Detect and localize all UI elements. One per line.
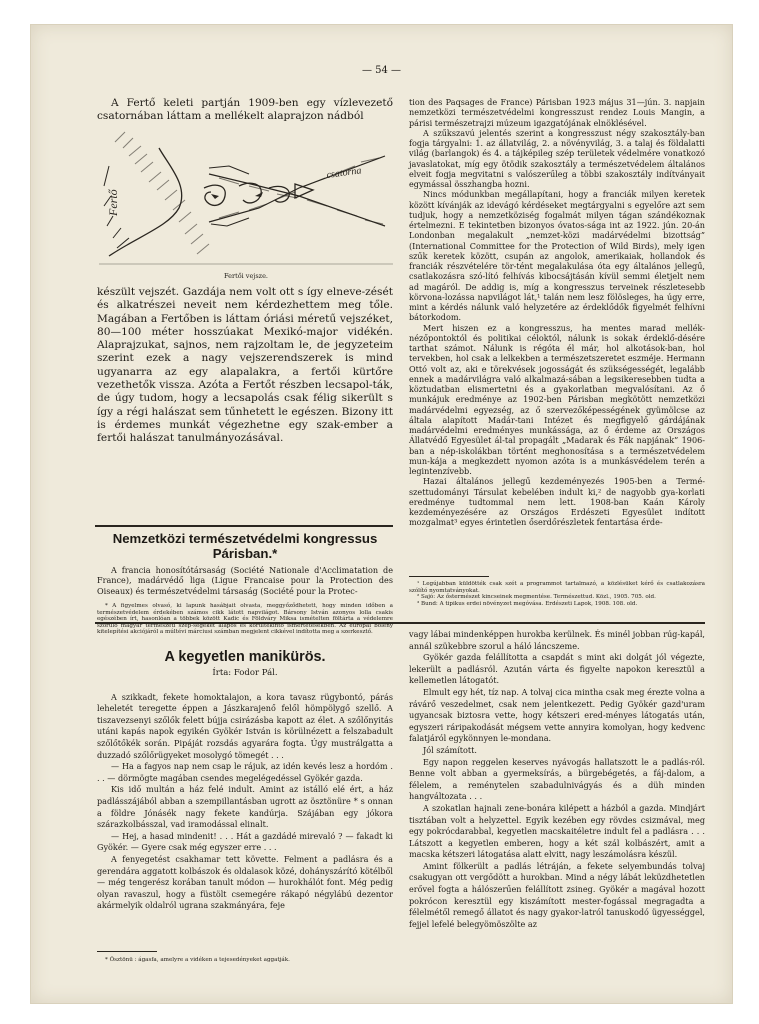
story-footnote-rule [97, 951, 157, 952]
article-title: Nemzetközi természetvédelmi kongressus Párisban.* [112, 531, 378, 561]
right-paragraph-3: Nincs módunkban megállapítani, hogy a franciák milyen keretek között kívánják az idevágó kérdéseket megtárgyalni s egyelőre azt sem tudjuk, hogy a nemzetköziség fogalmát milyen tágan szándékoznak értelmezni. E tekintetben bizonyos óvatos-sága int az 1922. jún. 20-án Londonban megalakult „nemzet-közi madárvédelmi bizottság” (International Committee for the Protection of Wild Birds), mely igen szűk keretek között, csupán az angolok, amerikaiak, hollandok és franciák részvételére tör-tént megalakulása óta egy általános jellegű, csatlakozásra szó-lító felhívás kibocsájtásán kívül semmi életjelt nem ad magáról. De addig is, míg a kongresszus terveinek részletesebb körvona-lozássa napvilágot lát,¹ talán nem lesz fölösleges, ha úgy erre, mint a kérdés nálunk való helyzetére az érdeklődők figyelmét felhívni bátorkodom. [409, 189, 705, 323]
story-left-column [97, 649, 393, 912]
left-column-top [97, 97, 393, 124]
footnote-1: ¹ Legújabban küldötték csak szét a programmot tartalmazó, a közlésüket kérő és csatlakozásra szólító nyomtatványokat. [409, 581, 705, 594]
intro-paragraph: A Fertő keleti partján 1909-ben egy vízlevezető csatornában láttam a mellékelt alaprajzon nádból [97, 97, 393, 123]
figure-caption: Fertői vejsze. [224, 272, 268, 280]
footnote-text: * A figyelmes olvasó, ki lapunk hasábjait olvasta, meggyőződhetett, hogy minden időben a természetvédelem érdekében számos cikk látott napvilágot. Bársony István azonyos lolla csakis egészében írt, hasonlóan a többek között Kadic és Földváry Miksa ismételten föltárta a védelemre szoruló magyar természeti szép-ségeket alapos és körültekintő ismertetésekben. Az európai bölény kitelepítési akciójáról a múltévi márciusi számban megjelent cikkével indította meg a szerkesztő. [97, 603, 393, 635]
book-page [30, 24, 733, 1004]
story-footnote-text: * Ösztönü : ágasfa, amelyre a vidéken a tejesedényeket aggatják. [105, 957, 290, 963]
story-title: A kegyetlen manikürös. [164, 649, 326, 665]
article-kongressus [97, 531, 393, 596]
right-paragraph-2: A szűkszavú jelentés szerint a kongresszust négy szakosztály-ban fogja tárgyalni: 1. az állatvilág, 2. a növényvilág, 3. a talaj és földalatti világ (barlangok) és 4. a tájképileg szép területek védelmére vonatkozó javaslatokat, míg egy ötödik szakosztály a természetvédelem általános elveit fogja megvitatni s valószerűleg a többi szakosztály indítványait egymással összhangba hozni. [409, 127, 705, 189]
footnote-rule [409, 576, 489, 577]
article-footnote [97, 603, 393, 636]
right-paragraph-4: Mert hiszen ez a kongresszus, ha mentes marad mellék-nézőpontoktól és politikai céloktól, nálunk is sokak érdeklő-désére tarthat számot. Nálunk is régóta él már, hol alkotások-ban, hol tervekben, hol csak a lelkekben a természetszeretet eszméje. Hermann Ottó volt az, aki e törekvések jogosságát és szükségességét, legalább ennek a madárvilágra való alkalmazá-sában a legsikeresebben tudta a köztudatban elismertetni és a gyakorlatban megvalósítani. Az ő munkájuk eredménye az 1902-ben Párisban megkötött nemzetközi madárvédelmi egyezség, az ő szervezőképességének gyümölcse az általa alapított Madár-tani Intézet és megfigyelő gárdájának madárvédelmi eredményes munkássága, az ő érdeme az Országos Állatvédő Egyesület ál-tal propagált „Madarak és Fák napjának” 1906-ban a nép-iskolákban történt meghonosítása s a természetvédelem mun-kája a megkezdett nyomon azóta is a munkásvédelem terén a legintenzívebb. [409, 322, 705, 476]
right-footnotes [409, 581, 705, 607]
story-paragraph: Elmult egy hét, tíz nap. A tolvaj cica mintha csak meg érezte volna a rávárő veszedelmet, csak nem jelentkezett. Pedig Gyökér gazd'uram ugyancsak biztosra vette, hogy kétszeri ered-ményes látogatás után, egyszeri ráripakodását mégsem vette annyira komolyan, hogy kedvenc falatjáról egykönnyen le-mondana. [409, 686, 705, 744]
story-paragraph: Egy napon reggelen keserves nyávogás hallatszott le a padlás-ról. Benne volt abban a gyermeksírás, a bürgebégetés, a fáj-dalom, a félelem, a reménytelen szabadulnivágyás és a düh minden hangváltozata . . . [409, 756, 705, 802]
vejsze-diagram [99, 126, 393, 266]
story-paragraph: Kis idő multán a ház felé indult. Amint az istálló elé ért, a ház padlásszájából abban a szempillantásban ugrott az ösztönüre * s onnan a földre Jónásék nagy fekete kandúrja. Szájában egy jókora szárazkolbásszal, vad iramodással elinalt. [97, 784, 393, 830]
story-author: Írta: Fodor Pál. [212, 668, 278, 678]
story-footnote [97, 957, 393, 964]
section-divider [95, 525, 393, 527]
story-divider [95, 622, 705, 624]
footnote-2: ² Sajó: Az őstermészet kincseinek megmentése. Természettud. Közl., 1905. 705. old. [417, 594, 656, 600]
figure-fertoi-vejsze [99, 126, 393, 282]
story-paragraph: — Ha a fagyos nap nem csap le rájuk, az idén kevés lesz a hordóm . . . — dörmögte magában csendes megelégedéssel Gyökér gazda. [97, 761, 393, 783]
story-paragraph: A szikkadt, fekete homoktalajon, a kora tavasz rügybontó, párás leheletét teregette éppen a Jászkarajenő felől hömpölygő szellő. A tiszavezsenyi szőlők felett bújja csirázásba kapott az élet. A szőlőnyitás utáni kapás napok egyikén Gyökér István is körülnézett a felszabadult szőlőtőkék során. Pipáját rozsdás agyarára fogta. Úgy mustrálgatta a duzzadó szőlőrügyeket mosolygó tömegét . . . [97, 691, 393, 760]
page-number: — 54 — [361, 65, 402, 76]
story-paragraph: — Hej, a hasad mindenit! . . . Hát a gazdádé mirevaló ? — fakadt ki Gyökér. — Gyere csak még egyszer erre . . . [97, 830, 393, 853]
story-paragraph: Amint fölkerült a padlás létráján, a fekete selyembundás tolvaj csakugyan ott vergődött a hurokban. Mind a négy lábát leküzdhetetlen erővel fogta a hálószerűen felállított zsineg. Gyökér a magával hozott pokrócon keresztül egy kiszámított mester-fogással megragadta a félelmétől remegő állatot és nagy gyakor-latról tanuskodó ügyességgel, fejjel lefelé belegyömöszölte az [409, 860, 705, 929]
footnote-3: ³ Bund: A tipikus erdei növényzet megóvása. Erdészeti Lapok, 1908. 108. old. [417, 600, 638, 607]
right-column [409, 97, 705, 528]
story-paragraph: vagy lábai mindenképpen hurokba kerülnek. És minél jobban rúg-kapál, annál szükebbre szorul a háló láncszeme. [409, 629, 705, 651]
figure-label-canal: csatorna [325, 165, 363, 181]
story-paragraph: Jól számított. [423, 744, 477, 755]
right-paragraph-1: tion des Paqsages de France) Párisban 1923 május 31—jún. 3. napjain nemzetközi természetvédelmi kongresszust rendez Louis Mangin, a párisi természetrajzi múzeum igazgatójának elnöklésével. [409, 97, 705, 128]
article-body: A francia honosítótársaság (Société Nationale d'Acclimatation de France), madárvédő liga (Ligue Francaise pour la Protection des Oiseaux) és természetvédelmi társaság (Société pour la Protec- [97, 565, 393, 596]
figure-label-lake: Fertő [106, 189, 120, 216]
story-right-column [409, 629, 705, 930]
left-column-continued [97, 286, 393, 446]
right-paragraph-5: Hazai általános jellegű kezdeményezés 1905-ben a Termé-szettudományi Társulat kebelében indult ki,² de nagyobb gya-korlati eredménye tudtommal nem lett. 1908-ban Kaán Károly kezdeményezésére az Országos Erdészeti Egyesület indított mozgalmat³ egyes érintetlen őserdőrészletek fentartása érde- [409, 476, 705, 528]
story-paragraph: Gyökér gazda felállította a csapdát s mint aki dolgát jól végezte, lekerült a padlásról. Azután várta és figyelte napokon keresztül a kellemetlen látogatót. [409, 652, 705, 686]
continued-paragraph: készült vejszét. Gazdája nem volt ott s így elneve-zését és alkatrészei neveit nem kérdezhettem meg tőle. Magában a Fertőben is láttam óriási méretű vejszéket, 80—100 méter hosszúakat Mexikó-major vidékén. Alaprajzukat, sajnos, nem rajzoltam le, de jegyzeteim szerint ezek a nagy vejszerendszerek is mind ugyanarra az egy alapalakra, a fertői kürtőre vezethetők vissza. Azóta a Fertőt részben lecsapol-ták, de úgy tudom, hogy a lecsapolás csak félig sikerült s így a régi halászat sem tűnhetett le egészen. Bizony itt is érdemes munkát végezhetne egy szak-ember a fertői halászat tanulmányozásával. [97, 286, 393, 445]
story-paragraph: A fenyegetést csakhamar tett követte. Felment a padlásra és a gerendára aggatott kolbászok és oldalasok közé, dohányszárító kötélből — még tengerész korában tanult módon — hurokhálót font. Még pedig olyan ravaszul, hogy a füstölt csemegére rákapó négylábú dezentor akármelyik oldalról ugrana szakmányára, feje [97, 853, 393, 911]
story-paragraph: A szokatlan hajnali zene-bonára kilépett a házból a gazda. Mindjárt tisztában volt a helyzettel. Egyik kezében egy rövdes csizmával, meg egy pokrócdarabbal, kegyetlen macskaitéletre indult fel a padlásra . . . Látszott a kegyetlen emberen, hogy a két szál kolbászért, amit a macska kétszeri látogatása alatt elvitt, nagy leszámolásra készül. [409, 802, 705, 860]
